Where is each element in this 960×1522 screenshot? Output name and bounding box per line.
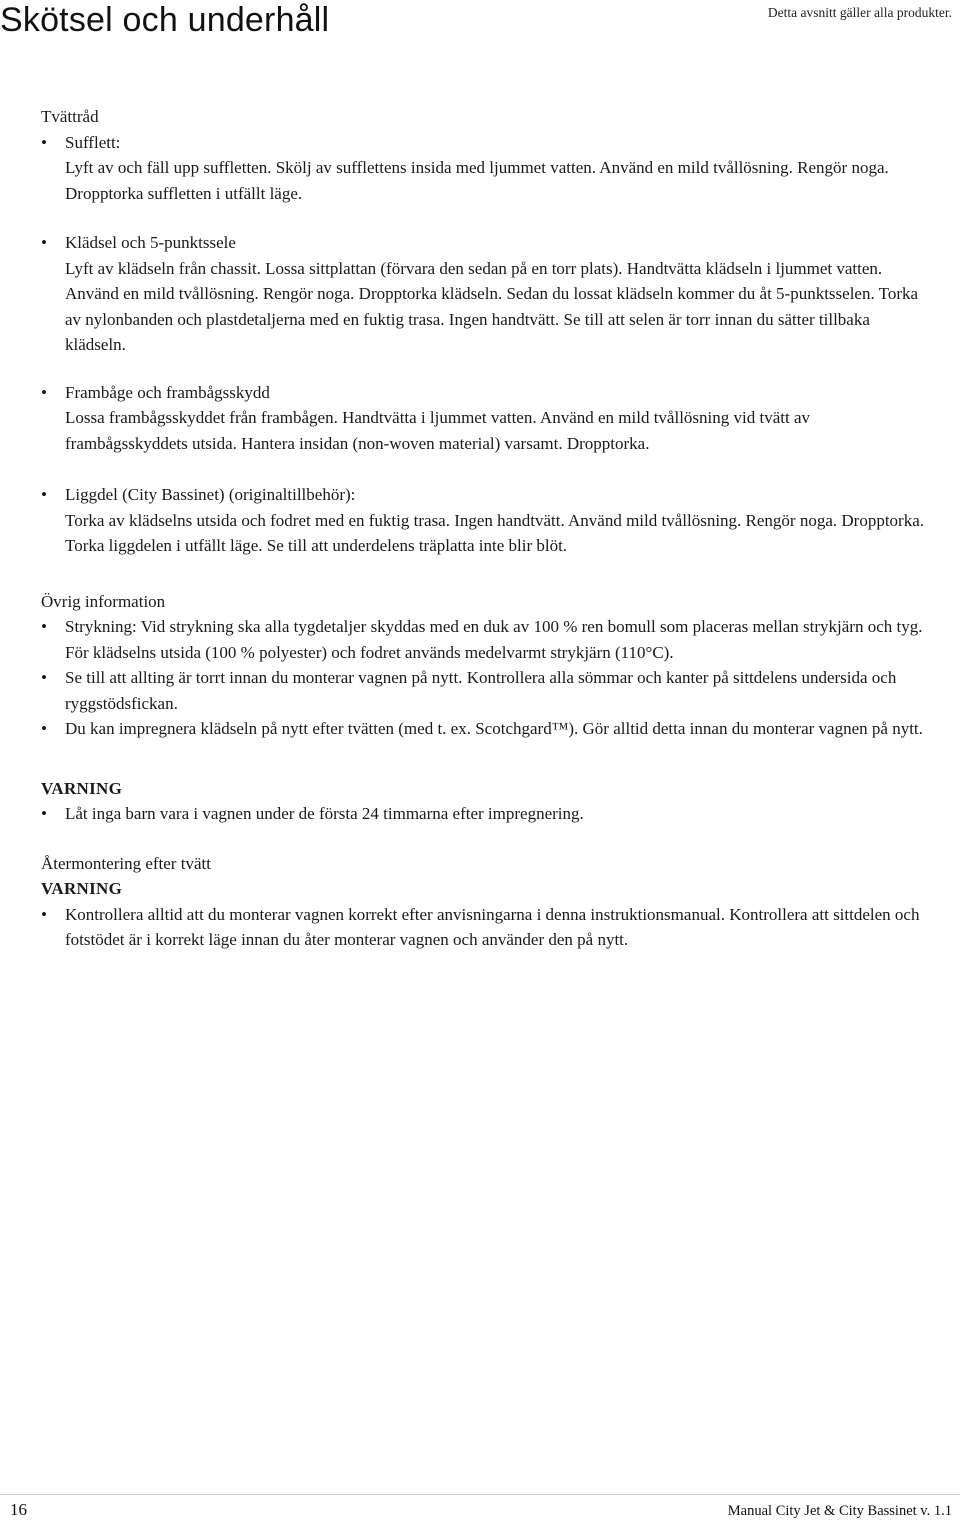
warning-list [41,801,931,827]
other-list [41,614,931,742]
spacer [41,742,931,776]
other-section [41,589,931,742]
list-item [41,230,931,358]
item-text: Lyft av klädseln från chassit. Lossa sittplattan (förvara den sedan på en torr plats). Handtvätta klädseln i ljummet vatten. Använd en mild tvållösning. Rengör noga. Dropptorka klädseln. Sedan du lossat klädseln kommer du åt 5-punktsselen. Torka av nylonbanden och plastdetaljerna med en fuktig trasa. Ingen handtvätt. Se till att selen är torr innan du sätter tillbaka klädseln. [65,258,919,354]
spacer [41,456,931,482]
bullet-marker: • [41,382,47,402]
list-item [41,130,931,207]
spacer [41,827,931,851]
list-item [41,716,931,742]
item-text: Strykning: Vid strykning ska alla tygdetaljer skyddas med en duk av 100 % ren bomull som placeras mellan strykjärn och tyg. För klädselns utsida (100 % polyester) och fodret används medelvarmt strykjärn (110°C). [65,617,923,662]
list-item [41,801,931,827]
reassembly-heading: Återmontering efter tvätt [41,853,211,873]
page-title: Skötsel och underhåll [0,1,330,39]
item-text: Du kan impregnera klädseln på nytt efter tvätten (med t. ex. Scotchgard™). Gör alltid detta innan du monterar vagnen på nytt. [65,719,923,738]
list-item [41,902,931,953]
bullet-marker: • [41,485,47,504]
bullet-marker: • [41,617,47,636]
reassembly-list [41,902,931,953]
item-text: Kontrollera alltid att du monterar vagnen korrekt efter anvisningarna i denna instruktionsmanual. Kontrollera att sittdelen och fotstödet är i korrekt läge innan du åter monterar vagnen och använder den på nytt. [65,904,920,949]
bullet-marker: • [41,719,47,738]
page-header [0,0,960,44]
bullet-marker: • [41,668,47,687]
item-text: Lossa frambågsskyddet från frambågen. Handtvätta i ljummet vatten. Använd en mild tvållösning vid tvätt av frambågsskyddets utsida. Hantera insidan (non-woven material) varsamt. Dropptorka. [65,408,810,453]
item-text: Se till att allting är torrt innan du monterar vagnen på nytt. Kontrollera alla sömmar och kanter på sittdelens undersida och ryggstödsfickan. [65,668,897,713]
header-note: Detta avsnitt gäller alla produkter. [767,5,952,20]
wash-heading: Tvättråd [41,107,99,126]
item-title: Liggdel (City Bassinet) (originaltillbehör): [65,485,356,504]
footer-divider [0,1494,960,1495]
other-heading: Övrig information [41,591,166,611]
footer-manual-title: Manual City Jet & City Bassinet v. 1.1 [727,1503,952,1519]
list-item [41,380,931,457]
reassembly-section [41,851,931,953]
item-text: Torka av klädselns utsida och fodret med en fuktig trasa. Ingen handtvätt. Använd mild tvållösning. Rengör noga. Dropptorka. Torka liggdelen i utfällt läge. Se till att underdelens träplatta inte blir blöt. [65,510,925,555]
wash-list [41,130,931,559]
item-title: Frambåge och frambågsskydd [65,382,270,402]
bullet-marker: • [41,804,47,823]
item-title: Sufflett: [65,132,121,152]
warning-section [41,776,931,827]
bullet-marker: • [41,132,47,152]
wash-section [41,104,931,559]
item-title: Klädsel och 5-punktssele [65,233,236,252]
document-body [41,104,931,953]
spacer [41,358,931,380]
list-item [41,665,931,716]
spacer [41,206,931,230]
page-number: 16 [10,1500,27,1519]
warning-heading: VARNING [41,778,123,798]
list-item [41,482,931,559]
list-item [41,614,931,665]
bullet-marker: • [41,233,47,252]
item-text: Låt inga barn vara i vagnen under de första 24 timmarna efter impregnering. [65,804,584,823]
item-text: Lyft av och fäll upp suffletten. Skölj av sufflettens insida med ljummet vatten. Använd en mild tvållösning. Rengör noga. Dropptorka suffletten i utfällt läge. [65,158,889,203]
spacer [41,559,931,589]
bullet-marker: • [41,904,47,924]
reassembly-warning-heading: VARNING [41,879,123,898]
